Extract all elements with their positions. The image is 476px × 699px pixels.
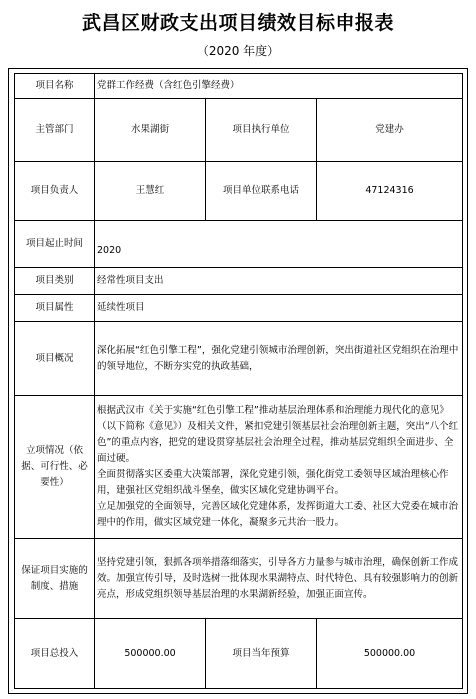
basis-label: 立项情况（依据、可行性、必要性） [15,396,95,539]
basis-paragraph: 根据武汉市《关于实施“红色引擎工程”推动基层治理体系和治理能力现代化的意见》（以下简称《意见》）及相关文件，紧扣党建引领基层社会治理创新主题，突出“八个红色”的重点内容，把党的建设贯穿基层社会治理全过程，推动基层党组织全面进步、全面过硬。 [97,405,459,464]
start-time-label: 项目起止时间 [15,221,95,268]
attribute-value: 延续性项目 [95,295,463,322]
person-in-charge-label: 项目负责人 [15,162,95,221]
total-investment-value: 500000.00 [95,619,206,689]
department-value: 水果湖街 [95,99,206,162]
person-in-charge-value: 王慧红 [95,162,206,221]
row-basis [15,396,463,539]
basis-paragraph: 立足加强党的全面领导，完善区域化党建体系，发挥街道大工委、社区大党委在城市治理中的作用，做实区域党建一体化，凝聚多元共治一股力。 [97,501,459,528]
row-category [15,268,463,295]
start-time-value: 2020 [95,221,463,268]
guarantee-label: 保证项目实施的制度、措施 [15,539,95,619]
project-name-label: 项目名称 [15,74,95,99]
attribute-label: 项目属性 [15,295,95,322]
overview-value: 深化拓展“红色引擎工程”，强化党建引领城市治理创新，突出街道社区党组织在治理中的领导地位，不断夯实党的执政基础， [95,322,463,396]
basis-paragraph: 全面贯彻落实区委重大决策部署，深化党建引领，强化街党工委领导区域治理核心作用，建强社区党组织战斗堡垒，做实区域化党建协调平台。 [97,469,449,496]
contact-phone-value: 47124316 [317,162,463,221]
row-budget [15,619,463,689]
row-attribute [15,295,463,322]
row-department [15,99,463,162]
page-subtitle: （2020 年度） [196,44,280,58]
row-project-name [15,74,463,99]
row-person-in-charge [15,162,463,221]
basis-value [95,396,463,539]
category-label: 项目类别 [15,268,95,295]
overview-label: 项目概况 [15,322,95,396]
current-budget-label: 项目当年预算 [206,619,317,689]
current-budget-value: 500000.00 [317,619,463,689]
guarantee-value: 坚持党建引领，狠抓各项举措落细落实，引导各方力量参与城市治理，确保创新工作成效。加强宣传引导，及时选树一批体现水果湖特点、时代特色、具有较强影响力的创新亮点，形成党组织领导基层治理的水果湖新经验，加强正面宣传。 [95,539,463,619]
exec-unit-value: 党建办 [317,99,463,162]
row-start-time [15,221,463,268]
application-form-table [14,73,463,689]
category-value: 经常性项目支出 [95,268,463,295]
contact-phone-label: 项目单位联系电话 [206,162,317,221]
page-title: 武昌区财政支出项目绩效目标申报表 [81,12,394,34]
total-investment-label: 项目总投入 [15,619,95,689]
row-overview [15,322,463,396]
project-name-value: 党群工作经费（含红色引擎经费） [95,74,463,99]
row-guarantee [15,539,463,619]
department-label: 主管部门 [15,99,95,162]
exec-unit-label: 项目执行单位 [206,99,317,162]
